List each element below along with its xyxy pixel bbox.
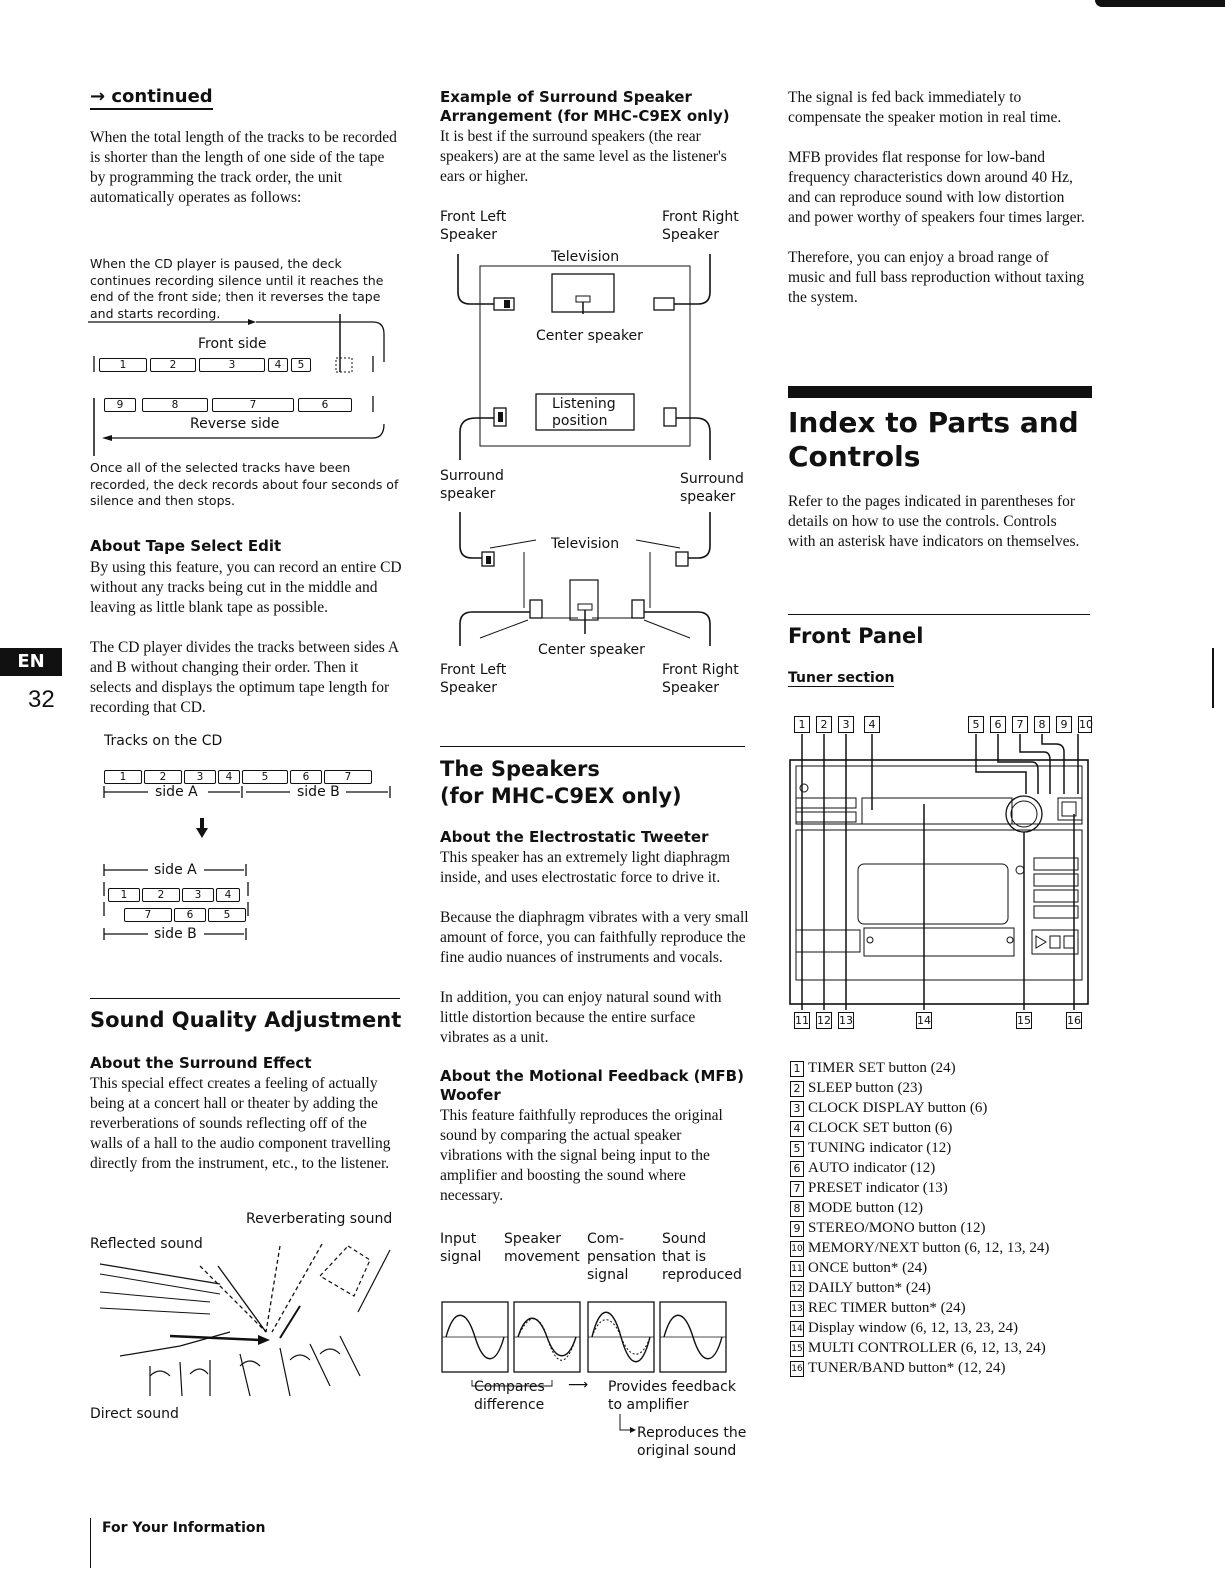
- tweeter-p2: Because the diaphragm vibrates with a very small amount of force, you can faithfully reproduce the fine audio nuances of instruments and vocals.: [440, 909, 749, 966]
- speaker-layout-2: [440, 512, 746, 652]
- side-split-arrows: [100, 782, 400, 952]
- index-heading-bar: [788, 386, 1092, 398]
- reverse-side-label: Reverse side: [190, 416, 280, 432]
- listening-position-label: Listening position: [552, 396, 616, 429]
- cd-track-2: 2: [144, 770, 182, 784]
- index-heading: Index to Parts and Controls: [788, 406, 1079, 473]
- cd-track-1: 1: [104, 770, 142, 784]
- a-track-4: 4: [216, 888, 240, 902]
- layout1-front-left-label: Front Left Speaker: [440, 209, 507, 243]
- mfb-p1: This feature faithfully reproduces the original sound by comparing the actual speaker vibrations with the signal being input to the amplifier and boosting the sound where necessary.: [440, 1107, 723, 1204]
- section-divider-2: [440, 746, 745, 747]
- side-a-label: side A: [154, 862, 197, 878]
- callout-15: 15: [1017, 1014, 1031, 1027]
- layout1-front-right-label: Front Right Speaker: [662, 209, 739, 243]
- reflected-sound-label: Reflected sound: [90, 1236, 203, 1252]
- callout-5: 5: [968, 716, 984, 733]
- corner-mark: [1095, 0, 1225, 7]
- b-track-7: 7: [124, 908, 172, 922]
- list-item: 13 REC TIMER button* (24): [791, 1300, 966, 1316]
- callout-6: 6: [990, 716, 1006, 733]
- list-item: 14 Display window (6, 12, 13, 23, 24): [791, 1320, 1018, 1336]
- side-b-label-top: side B: [297, 784, 340, 800]
- list-item: 6 AUTO indicator (12): [790, 1158, 1049, 1178]
- mfb-p2: MFB provides flat response for low-band frequency characteristics down around 40 Hz, and can reproduce sound with low distortion and power worthy of speakers four times larger.: [788, 149, 1085, 226]
- flow-arrow-1: ⟶: [568, 1376, 589, 1392]
- cd-track-4: 4: [218, 770, 240, 784]
- tape-select-p1: By using this feature, you can record an entire CD without any tracks being cut in the middle and leaving as little blank tape as possible.: [90, 559, 402, 616]
- direct-sound-label: Direct sound: [90, 1406, 179, 1422]
- tape-select-p2: The CD player divides the tracks between sides A and B without changing their order. Then it selects and displays the optimum tape length for recording that CD.: [90, 639, 399, 716]
- callout-2: 2: [816, 716, 832, 733]
- speakers-heading: The Speakers (for MHC-C9EX only): [440, 757, 682, 808]
- tuner-front-panel-illustration: [788, 734, 1092, 1010]
- sound-reproduced-label: Sound that is reproduced: [662, 1231, 742, 1283]
- cd-track-3: 3: [184, 770, 216, 784]
- diagram1-note-bottom: Once all of the selected tracks have been recorded, the deck records about four seconds of silence and then stops.: [90, 460, 399, 508]
- b-track-6: 6: [174, 908, 206, 922]
- continued-heading: → continued: [90, 86, 213, 110]
- a-track-3: 3: [182, 888, 214, 902]
- compensation-signal-label: Com- pensation signal: [587, 1231, 657, 1283]
- example-paragraph: It is best if the surround speakers (the rear speakers) are at the same level as the listener's ears or higher.: [440, 128, 727, 185]
- language-tab: EN: [0, 648, 62, 676]
- layout1-surround-left-label: Surround speaker: [440, 468, 504, 502]
- tape-select-heading: About Tape Select Edit: [90, 537, 282, 555]
- index-intro: Refer to the pages indicated in parentheses for details on how to use the controls. Controls with an asterisk have indicators on themselves.: [788, 493, 1080, 550]
- callout-13: 13: [839, 1014, 853, 1027]
- layout1-television-label: Television: [551, 249, 620, 265]
- example-heading: Example of Surround Speaker Arrangement (for MHC-C9EX only): [440, 88, 730, 125]
- concert-hall-illustration: [90, 1236, 400, 1406]
- tuner-section-heading: Tuner section: [788, 670, 895, 686]
- list-item: 12 DAILY button* (24): [791, 1280, 931, 1296]
- callout-14: 14: [917, 1014, 931, 1027]
- callout-4: 4: [864, 716, 880, 733]
- list-item: 11 ONCE button* (24): [791, 1260, 928, 1276]
- edge-mark: [1212, 648, 1214, 708]
- reproduces-original-label: Reproduces the original sound: [637, 1425, 747, 1459]
- front-track-5: 5: [291, 358, 311, 372]
- mfb-p3: Therefore, you can enjoy a broad range of music and full bass reproduction without taxing the system.: [788, 249, 1085, 306]
- front-track-4: 4: [268, 358, 288, 372]
- front-side-label: Front side: [198, 336, 267, 352]
- list-item: 9 STEREO/MONO button (12): [790, 1218, 1049, 1238]
- callout-1: 1: [794, 716, 810, 733]
- list-item: 5 TUNING indicator (12): [790, 1138, 1049, 1158]
- list-item: 2 SLEEP button (23): [790, 1078, 1049, 1098]
- front-track-3: 3: [199, 358, 265, 372]
- callout-12: 12: [817, 1014, 831, 1027]
- reverse-track-8: 8: [142, 398, 208, 412]
- callout-8: 8: [1034, 716, 1050, 733]
- section-divider-3: [788, 614, 1090, 615]
- diagram1-note-top: When the CD player is paused, the deck continues recording silence until it reaches the end of the front side; then it reverses the tape and starts recording.: [90, 256, 384, 321]
- a-track-1: 1: [108, 888, 140, 902]
- list-item: 4 CLOCK SET button (6): [790, 1118, 1049, 1138]
- callout-16: 16: [1067, 1014, 1081, 1027]
- compares-difference-label: Compares difference: [474, 1379, 545, 1413]
- provides-feedback-label: Provides feedback to amplifier: [608, 1379, 736, 1413]
- section-divider-1: [90, 998, 400, 999]
- callout-10: 10: [1079, 718, 1093, 731]
- a-track-2: 2: [142, 888, 180, 902]
- list-item: 1 TIMER SET button (24): [790, 1058, 1049, 1078]
- callout-9: 9: [1056, 716, 1072, 733]
- list-item: 10 MEMORY/NEXT button (6, 12, 13, 24): [791, 1240, 1050, 1256]
- surround-effect-heading: About the Surround Effect: [90, 1054, 312, 1072]
- layout1-surround-right-label: Surround speaker: [680, 471, 744, 505]
- list-item: 8 MODE button (12): [790, 1198, 1049, 1218]
- intro-paragraph: When the total length of the tracks to be recorded is shorter than the length of one side of the tape by programming the track order, the unit automatically operates as follows:: [90, 129, 397, 206]
- side-a-label-top: side A: [155, 784, 198, 800]
- page-number: 32: [28, 686, 55, 713]
- layout2-front-right-label: Front Right Speaker: [662, 662, 739, 696]
- callout-3: 3: [838, 716, 854, 733]
- reverse-track-6: 6: [298, 398, 352, 412]
- b-track-5: 5: [208, 908, 246, 922]
- tweeter-heading: About the Electrostatic Tweeter: [440, 828, 709, 846]
- tweeter-p1: This speaker has an extremely light diaphragm inside, and uses electrostatic force to drive it.: [440, 849, 731, 886]
- front-track-2: 2: [150, 358, 196, 372]
- flow-arrow-2: [618, 1414, 638, 1438]
- speaker-movement-label: Speaker movement: [504, 1231, 580, 1265]
- surround-effect-paragraph: This special effect creates a feeling of actually being at a concert hall or theater by adding the reverberations of sounds reflecting off of the walls of a hall to the audio component travelling directly from the instrument, etc., to the listener.: [90, 1075, 391, 1172]
- reverberating-sound-label: Reverberating sound: [246, 1211, 393, 1227]
- list-item: 15 MULTI CONTROLLER (6, 12, 13, 24): [791, 1340, 1046, 1356]
- sound-quality-heading: Sound Quality Adjustment: [90, 1008, 402, 1032]
- layout1-center-label: Center speaker: [536, 328, 643, 344]
- tracks-on-cd-label: Tracks on the CD: [104, 733, 223, 749]
- footer-section-label: For Your Information: [102, 1520, 266, 1536]
- cd-track-6: 6: [290, 770, 322, 784]
- layout2-front-left-label: Front Left Speaker: [440, 662, 507, 696]
- mfb-continued-p: The signal is fed back immediately to compensate the speaker motion in real time.: [788, 89, 1062, 126]
- list-item: 3 CLOCK DISPLAY button (6): [790, 1098, 1049, 1118]
- reverse-track-9: 9: [104, 398, 136, 412]
- callout-11: 11: [795, 1014, 809, 1027]
- tweeter-p3: In addition, you can enjoy natural sound with little distortion because the entire surface vibrates as a unit.: [440, 989, 722, 1046]
- front-panel-heading: Front Panel: [788, 624, 924, 648]
- speaker-layout-1: [440, 246, 746, 482]
- mfb-heading: About the Motional Feedback (MFB) Woofer: [440, 1067, 744, 1104]
- parts-list: [790, 1058, 1049, 1378]
- front-track-1: 1: [99, 358, 147, 372]
- list-item: 7 PRESET indicator (13): [790, 1178, 1049, 1198]
- mfb-waveforms: [440, 1300, 746, 1390]
- cd-track-7: 7: [324, 770, 372, 784]
- input-signal-label: Input signal: [440, 1231, 482, 1265]
- footer-rule: [90, 1518, 91, 1568]
- cd-track-5: 5: [242, 770, 288, 784]
- callout-7: 7: [1012, 716, 1028, 733]
- layout2-television-label: Television: [551, 536, 620, 552]
- side-b-label: side B: [154, 926, 197, 942]
- layout2-center-label: Center speaker: [538, 642, 645, 658]
- list-item: 16 TUNER/BAND button* (12, 24): [791, 1360, 1006, 1376]
- reverse-track-7: 7: [212, 398, 294, 412]
